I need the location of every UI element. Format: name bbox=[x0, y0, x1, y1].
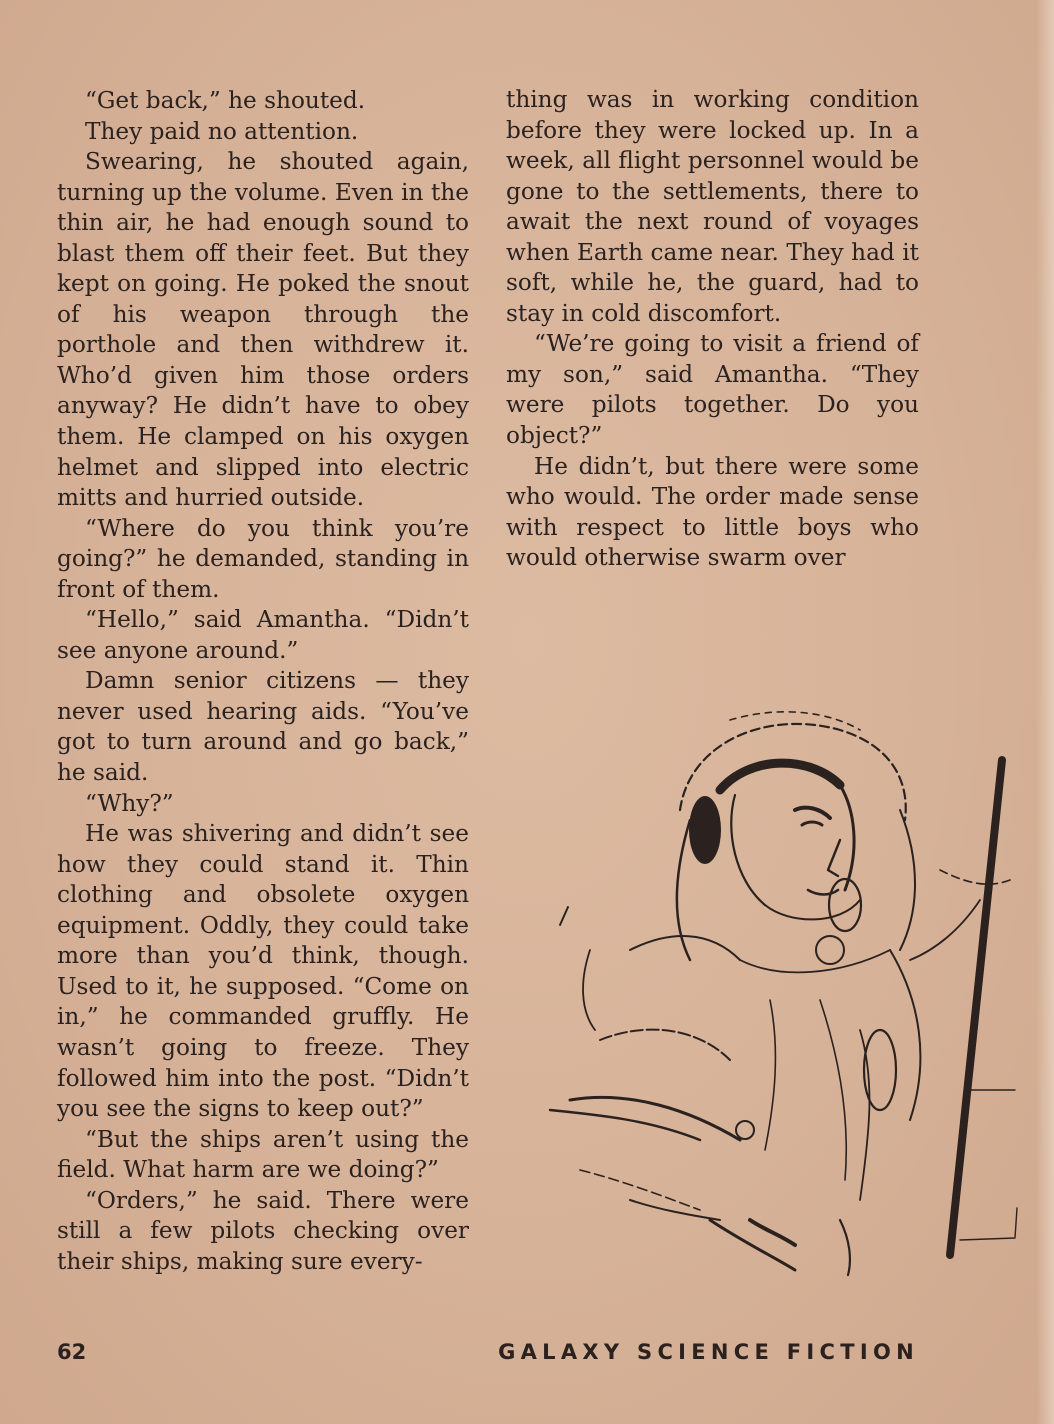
astronaut-illustration bbox=[540, 700, 1020, 1290]
paragraph: “But the ships aren’t using the field. What harm are we doing?” bbox=[57, 1125, 469, 1184]
page-number: 62 bbox=[57, 1340, 87, 1364]
paragraph: He was shivering and didn’t see how they could stand it. Thin clothing and obsolete oxygen equipment. Oddly, they could take more than you’d think, though. Used to it, he supposed. “Come on in,” he commanded gruffly. He wasn’t going to freeze. They followed him into the post. “Didn’t you see the signs to keep out?” bbox=[57, 820, 469, 1123]
paragraph: “Get back,” he shouted. bbox=[85, 87, 366, 114]
paragraph: Damn senior citizens — they never used hearing aids. “You’ve got to turn around and go back,” he said. bbox=[57, 667, 469, 787]
paragraph: He didn’t, but there were some who would. The order made sense with respect to little boys who would otherwise swarm over bbox=[506, 452, 919, 572]
paragraph: “Why?” bbox=[85, 789, 174, 817]
paragraph: Swearing, he shouted again, turning up the volume. Even in the thin air, he had enough sound to blast them off their feet. But they kept on going. He poked the snout of his weapon through the porthole and then withdrew it. Who’d given him those orders anyway? He didn’t have to obey them. He clamped on his oxygen helmet and slipped into electric mitts and hurried outside. bbox=[57, 148, 469, 512]
right-text-column bbox=[506, 85, 919, 574]
running-title: GALAXY SCIENCE FICTION bbox=[498, 1340, 919, 1364]
paragraph: thing was in working condition before they were locked up. In a week, all flight personnel would be gone to the settlements, there to await the next round of voyages when Earth came near. They had it soft, while he, the guard, had to stay in cold discomfort. bbox=[506, 86, 919, 327]
paragraph: “Where do you think you’re going?” he demanded, standing in front of them. bbox=[57, 514, 469, 603]
paragraph: They paid no attention. bbox=[85, 117, 359, 145]
page-edge bbox=[1036, 0, 1054, 1424]
left-text-column bbox=[57, 86, 469, 1277]
paragraph: “Hello,” said Amantha. “Didn’t see anyone around.” bbox=[57, 606, 469, 664]
paragraph: “Orders,” he said. There were still a few pilots checking over their ships, making sure every- bbox=[57, 1186, 469, 1275]
paragraph: “We’re going to visit a friend of my son,” said Amantha. “They were pilots together. Do you object?” bbox=[506, 330, 919, 450]
